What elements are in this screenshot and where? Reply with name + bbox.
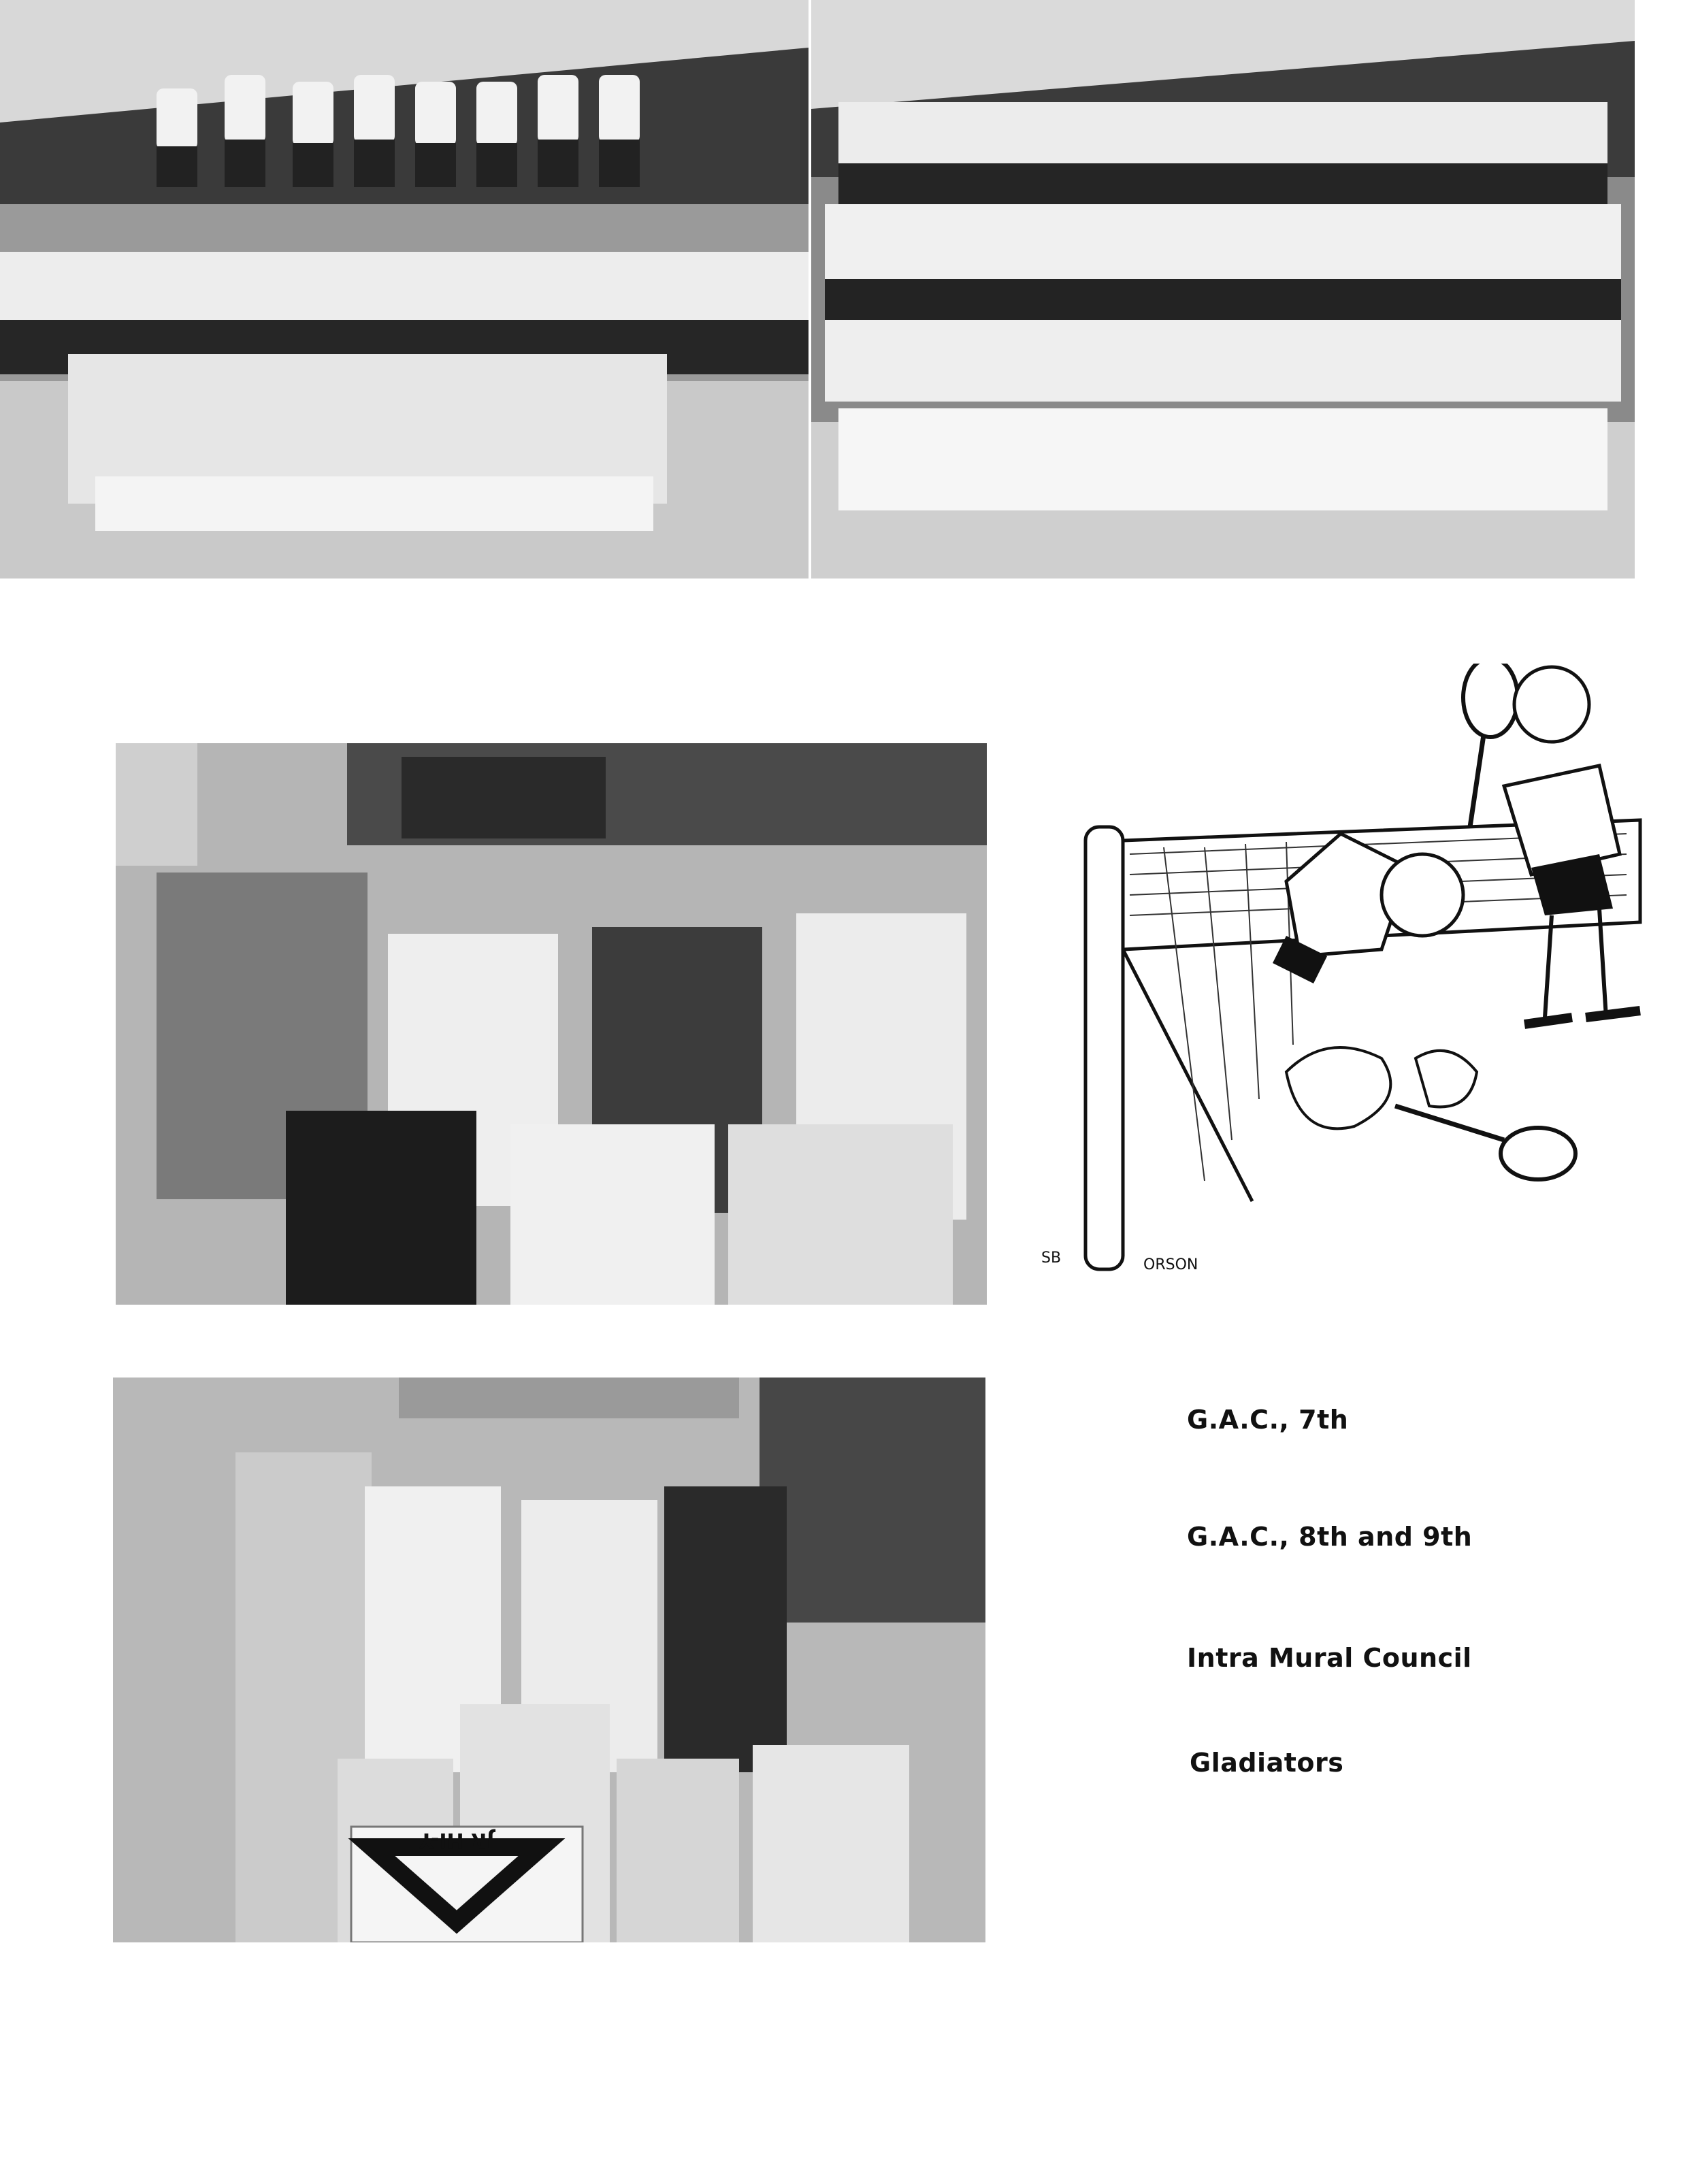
gac-8th-9th-photo — [811, 0, 1635, 578]
caption-gac-8th-9th: G.A.C., 8th and 9th — [1187, 1522, 1473, 1552]
caption-intra-mural-council: Intra Mural Council — [1187, 1643, 1472, 1673]
caption-gac-7th: G.A.C., 7th — [1187, 1405, 1349, 1435]
gladiators-photo — [113, 1378, 985, 1942]
intra-mural-council-photo — [116, 743, 987, 1305]
tennis-cartoon — [1028, 664, 1688, 1297]
svg-text:SB: SB — [1041, 1250, 1062, 1267]
caption-gladiators: Gladiators — [1190, 1748, 1344, 1778]
artist-signature: ORSON — [1143, 1256, 1198, 1273]
gac-7th-photo — [0, 0, 809, 578]
jr-hi-y-sign: JR HI-Y — [419, 1828, 495, 1852]
